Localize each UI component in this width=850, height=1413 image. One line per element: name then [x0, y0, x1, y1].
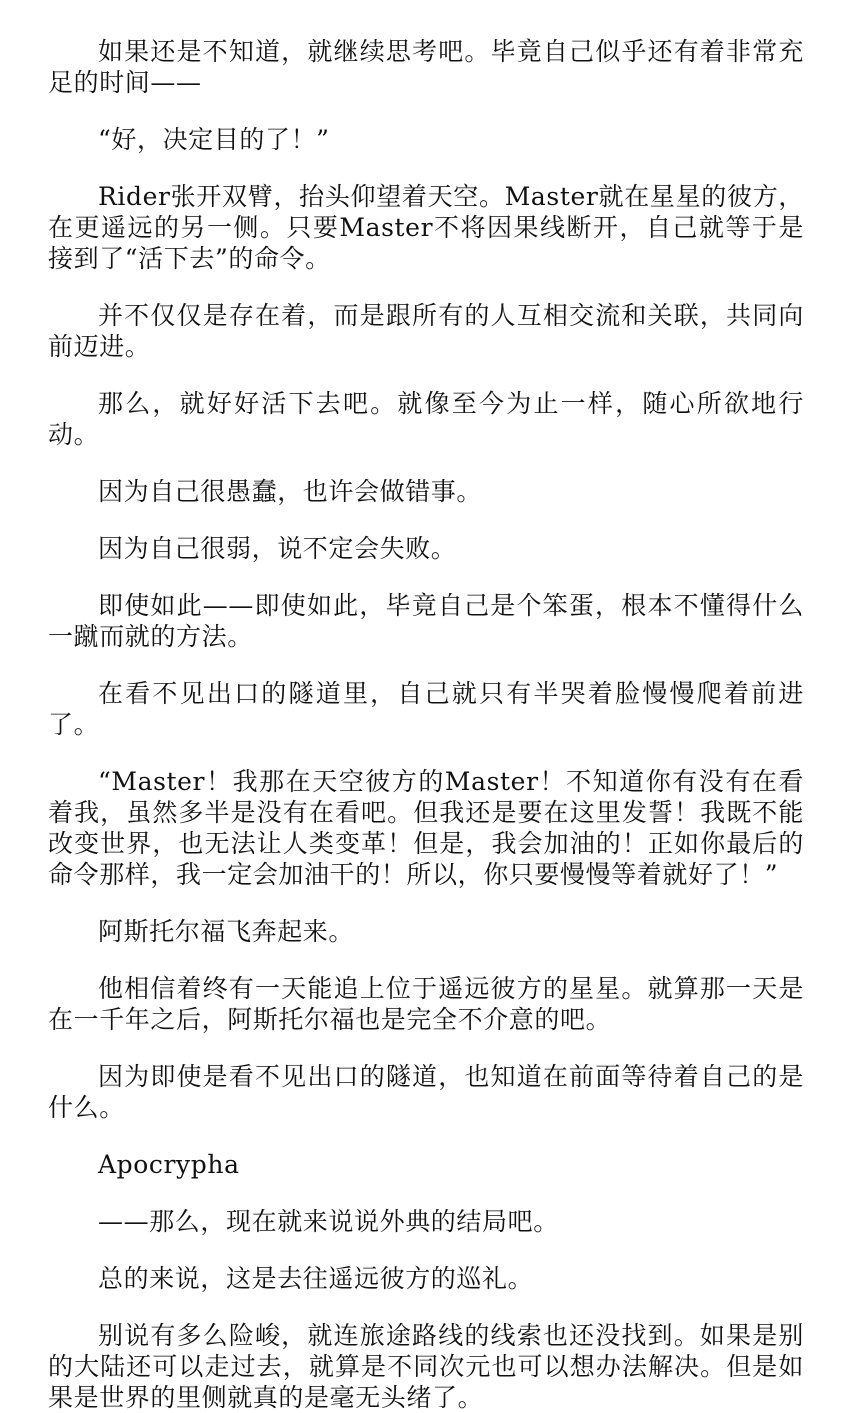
paragraph: ——那么，现在就来说说外典的结局吧。 [98, 1207, 559, 1236]
paragraph: 因为自己很弱，说不定会失败。 [98, 534, 457, 563]
paragraph: 即使如此——即使如此，毕竟自己是个笨蛋，根本不懂得什么一蹴而就的方法。 [48, 591, 804, 651]
paragraph: “好，决定目的了！” [98, 125, 330, 154]
paragraph: 总的来说，这是去往遥远彼方的巡礼。 [98, 1264, 534, 1293]
paragraph: 因为即使是看不见出口的隧道，也知道在前面等待着自己的是什么。 [48, 1062, 804, 1122]
paragraph: “Master！我那在天空彼方的Master！不知道你有没有在看着我，虽然多半是没有在看吧。但我还是要在这里发誓！我既不能改变世界，也无法让人类变革！但是，我会加油的！正如你最后的命令那样，我一定会加油干的！所以，你只要慢慢等着就好了！” [48, 767, 804, 889]
section-heading: Apocrypha [98, 1150, 240, 1179]
paragraph: 别说有多么险峻，就连旅途路线的线索也还没找到。如果是别的大陆还可以走过去，就算是不同次元也可以想办法解决。但是如果是世界的里侧就真的是毫无头绪了。 [48, 1321, 804, 1412]
paragraph: 并不仅仅是存在着，而是跟所有的人互相交流和关联，共同向前迈进。 [48, 301, 804, 361]
paragraph: 阿斯托尔福飞奔起来。 [98, 917, 355, 946]
paragraph: 因为自己很愚蠢，也许会做错事。 [98, 477, 483, 506]
paragraph: 在看不见出口的隧道里，自己就只有半哭着脸慢慢爬着前进了。 [48, 679, 804, 739]
paragraph: Rider张开双臂，抬头仰望着天空。Master就在星星的彼方，在更遥远的另一侧。只要Master不将因果线断开，自己就等于是接到了“活下去”的命令。 [48, 182, 804, 273]
paragraph: 如果还是不知道，就继续思考吧。毕竟自己似乎还有着非常充足的时间—— [48, 37, 804, 97]
paragraph: 他相信着终有一天能追上位于遥远彼方的星星。就算那一天是在一千年之后，阿斯托尔福也是完全不介意的吧。 [48, 974, 804, 1034]
paragraph: 那么，就好好活下去吧。就像至今为止一样，随心所欲地行动。 [48, 389, 804, 449]
